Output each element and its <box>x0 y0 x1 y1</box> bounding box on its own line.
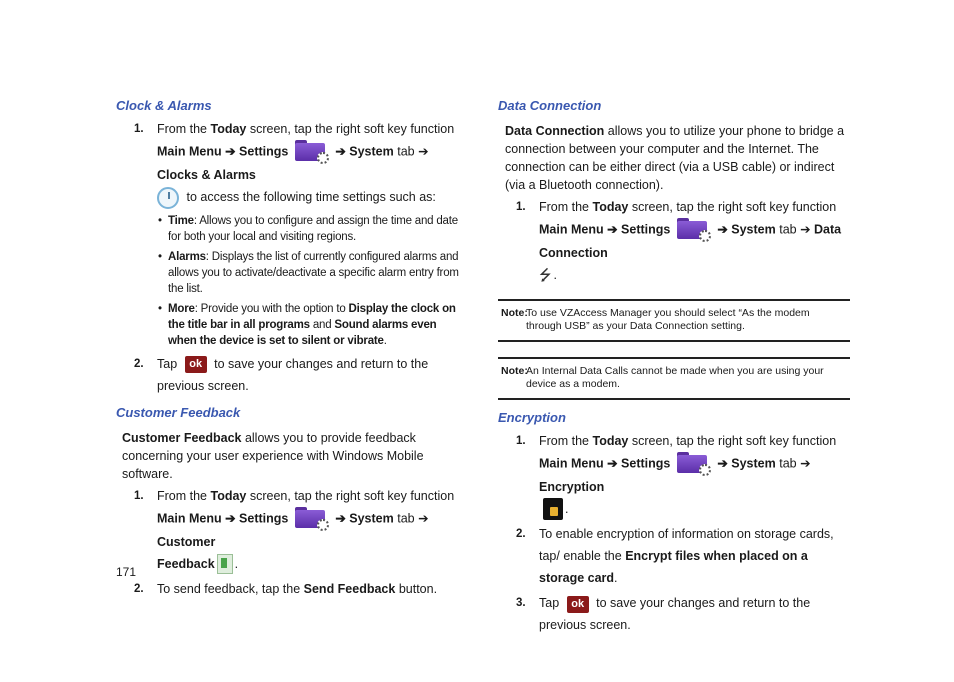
section-heading-customer-feedback: Customer Feedback <box>116 404 241 420</box>
right-column <box>498 96 850 636</box>
note-vzaccess: Note: To use VZAccess Manager you should select “As the modem through USB” as your Data Connection setting. <box>498 299 850 342</box>
data-step-1: 1. From the Today screen, tap the right soft key function Main Menu ➔ Settings ➔ System tab ➔ Data Connection ⭍ . <box>498 196 850 287</box>
left-column <box>116 96 466 600</box>
bullet-more: • More: Provide you with the option to Display the clock on the title bar in all programs and Sound alarms even when the device is set to silent or vibrate. <box>158 302 456 347</box>
clock-icon <box>157 187 179 209</box>
bullet-time: • Time: Allows you to configure and assign the time and date for both your local and visiting regions. <box>158 214 458 243</box>
section-heading-data-connection: Data Connection <box>498 98 602 113</box>
feedback-step-1: 1. From the Today screen, tap the right soft key function Main Menu ➔ Settings ➔ System tab ➔ Customer Feedback . <box>116 485 466 575</box>
settings-folder-icon <box>677 452 711 476</box>
encryption-step-2: 2. To enable encryption of information on storage cards, tap/ enable the Encrypt files when placed on a storage card. <box>516 527 834 586</box>
storage-card-lock-icon <box>543 498 563 520</box>
settings-folder-icon <box>677 218 711 242</box>
data-connection-intro: Data Connection allows you to utilize your phone to bridge a connection between your computer and the Internet. The connection can be either direct (via a USB cable) or indirect (via a Bluetooth connection). <box>505 124 845 192</box>
clock-step-1: 1. From the Today screen, tap the right soft key function Main Menu ➔ Settings ➔ System tab ➔ Clocks & Alarms to access the following time settings such as: <box>116 118 466 209</box>
section-heading-clock-alarms: Clock & Alarms <box>116 98 212 113</box>
ok-button-icon: ok <box>185 356 207 373</box>
bullet-alarms: • Alarms: Displays the list of currently configured alarms and allows you to activate/deactivate a specific alarm entry from the list. <box>158 250 459 295</box>
feedback-icon <box>217 554 233 574</box>
encryption-step-1: 1. From the Today screen, tap the right soft key function Main Menu ➔ Settings ➔ System tab ➔ Encryption . <box>498 430 850 521</box>
note-data-calls: Note: An Internal Data Calls cannot be made when you are using your device as a modem. <box>498 357 850 400</box>
page-number: 171 <box>116 565 137 579</box>
feedback-step-2: 2. To send feedback, tap the Send Feedback button. <box>134 581 438 596</box>
clock-step-2: 2. Tap ok to save your changes and return to the previous screen. <box>134 356 429 393</box>
encryption-step-3: 3. Tap ok to save your changes and return to the previous screen. <box>516 596 811 633</box>
settings-folder-icon <box>295 140 329 164</box>
settings-folder-icon <box>295 507 329 531</box>
usb-icon: ⭍ <box>539 266 552 284</box>
customer-feedback-intro: Customer Feedback allows you to provide feedback concerning your user experience with Windows Mobile software. <box>122 430 424 481</box>
section-heading-encryption: Encryption <box>498 409 566 425</box>
ok-button-icon: ok <box>567 596 589 613</box>
